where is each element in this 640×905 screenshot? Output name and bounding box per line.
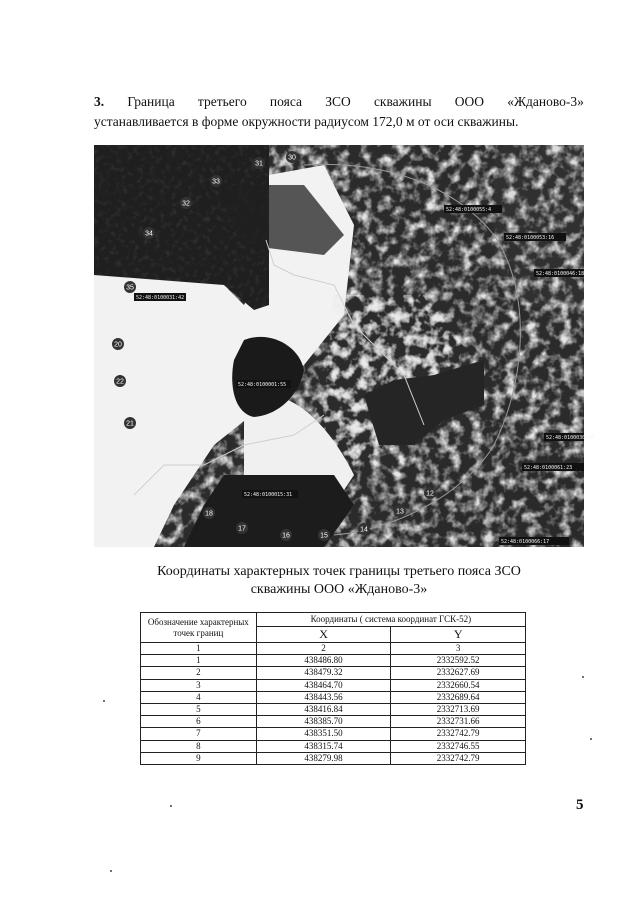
- svg-text:15: 15: [320, 532, 328, 540]
- table-index-row: [141, 643, 526, 655]
- svg-text:22: 22: [116, 378, 124, 386]
- table-row: [141, 703, 526, 715]
- x-cell: 438443.56: [256, 691, 391, 703]
- svg-text:12: 12: [426, 490, 434, 498]
- svg-text:17: 17: [238, 525, 246, 533]
- y-cell: 2332731.66: [391, 716, 526, 728]
- header-coordinates: Координаты ( система координат ГСК-52): [256, 613, 525, 627]
- svg-text:16: 16: [282, 532, 290, 540]
- parcel-label: 52:48:0100031:42: [136, 295, 185, 301]
- svg-text:21: 21: [126, 420, 134, 428]
- index-cell: 3: [391, 643, 526, 655]
- x-cell: 438385.70: [256, 716, 391, 728]
- table-row: [141, 752, 526, 764]
- table-row: [141, 716, 526, 728]
- point-marker: [424, 487, 436, 499]
- boundary-paragraph: [94, 92, 584, 132]
- x-cell: 438279.98: [256, 752, 391, 764]
- paragraph-word: ООО: [454, 94, 484, 109]
- svg-text:34: 34: [145, 230, 153, 238]
- paragraph-word: ЗСО: [325, 94, 351, 109]
- caption-line-2: скважины ООО «Жданово-3»: [250, 582, 428, 597]
- parcel-label: 52:48:0100001:55: [238, 382, 287, 388]
- point-number-cell: 6: [141, 716, 257, 728]
- scan-speck: [590, 738, 592, 740]
- y-cell: 2332742.79: [391, 728, 526, 740]
- svg-text:13: 13: [396, 508, 404, 516]
- point-number-cell: 8: [141, 740, 257, 752]
- table-row: [141, 667, 526, 679]
- paragraph-word: третьего: [197, 94, 247, 109]
- x-cell: 438479.32: [256, 667, 391, 679]
- svg-text:32: 32: [182, 200, 190, 208]
- x-cell: 438315.74: [256, 740, 391, 752]
- paragraph-word: «Жданово-3»: [507, 94, 584, 109]
- point-marker: [180, 197, 192, 209]
- parcel-label: 52:48:0100030:60: [546, 435, 595, 441]
- point-marker: [280, 529, 292, 541]
- point-marker: [253, 157, 265, 169]
- x-cell: 438464.70: [256, 679, 391, 691]
- point-number-cell: 1: [141, 655, 257, 667]
- x-cell: 438416.84: [256, 703, 391, 715]
- y-cell: 2332713.69: [391, 703, 526, 715]
- point-marker: [203, 507, 215, 519]
- coordinates-table: [140, 612, 526, 765]
- point-marker: [124, 417, 136, 429]
- point-marker: [394, 505, 406, 517]
- y-cell: 2332689.64: [391, 691, 526, 703]
- parcel-label: 52:48:0100066:17: [501, 539, 550, 545]
- svg-text:18: 18: [205, 510, 213, 518]
- point-marker: [124, 281, 136, 293]
- svg-text:31: 31: [255, 160, 263, 168]
- point-marker: [112, 338, 124, 350]
- scan-speck: [170, 805, 172, 807]
- svg-text:14: 14: [360, 526, 368, 534]
- parcel-label: 52:48:0100015:31: [244, 492, 293, 498]
- table-row: [141, 691, 526, 703]
- paragraph-word: пояса: [269, 94, 302, 109]
- svg-text:30: 30: [288, 154, 296, 162]
- header-designation: Обозначение характерных точек границ: [141, 613, 257, 643]
- caption-line-1: Координаты характерных точек границы третьего пояса ЗСО: [157, 564, 521, 579]
- svg-text:33: 33: [212, 178, 220, 186]
- y-cell: 2332746.55: [391, 740, 526, 752]
- index-cell: 2: [256, 643, 391, 655]
- paragraph-word: Граница: [127, 94, 175, 109]
- table-row: [141, 728, 526, 740]
- table-caption: [94, 563, 584, 599]
- parcel-label: 52:48:0100061:23: [524, 465, 573, 471]
- point-number-cell: 7: [141, 728, 257, 740]
- y-cell: 2332627.69: [391, 667, 526, 679]
- point-number-cell: 9: [141, 752, 257, 764]
- index-cell: 1: [141, 643, 257, 655]
- scan-speck: [582, 676, 584, 678]
- y-cell: 2332742.79: [391, 752, 526, 764]
- point-number-cell: 5: [141, 703, 257, 715]
- point-number-cell: 3: [141, 679, 257, 691]
- point-number-cell: 4: [141, 691, 257, 703]
- table-row: [141, 655, 526, 667]
- scan-speck: [110, 870, 112, 872]
- parcel-label: 52:48:0100046:18: [536, 271, 585, 277]
- parcel-label: 52:48:0100055:4: [446, 207, 492, 213]
- paragraph-line-2: устанавливается в форме окружности радиусом 172,0 м от оси скважины.: [94, 114, 519, 129]
- table-row: [141, 679, 526, 691]
- point-marker: [286, 151, 298, 163]
- svg-text:20: 20: [114, 341, 122, 349]
- parcel-label: 52:48:0100053:16: [506, 235, 555, 241]
- paragraph-word: скважины: [373, 94, 432, 109]
- aerial-map-drawing: [94, 145, 595, 547]
- scan-speck: [103, 700, 105, 702]
- x-cell: 438351.50: [256, 728, 391, 740]
- point-marker: [358, 523, 370, 535]
- page-number: 5: [576, 797, 584, 813]
- svg-text:35: 35: [126, 284, 134, 292]
- table-row: [141, 740, 526, 752]
- y-cell: 2332660.54: [391, 679, 526, 691]
- header-y: Y: [391, 627, 526, 643]
- point-marker: [114, 375, 126, 387]
- y-cell: 2332592.52: [391, 655, 526, 667]
- point-marker: [318, 529, 330, 541]
- header-x: X: [256, 627, 391, 643]
- point-marker: [143, 227, 155, 239]
- x-cell: 438486.80: [256, 655, 391, 667]
- aerial-map: [94, 145, 595, 547]
- paragraph-number: 3.: [94, 94, 105, 109]
- point-marker: [210, 175, 222, 187]
- paragraph-line-1: [94, 92, 584, 112]
- point-marker: [236, 522, 248, 534]
- table-header-row: [141, 613, 526, 627]
- point-number-cell: 2: [141, 667, 257, 679]
